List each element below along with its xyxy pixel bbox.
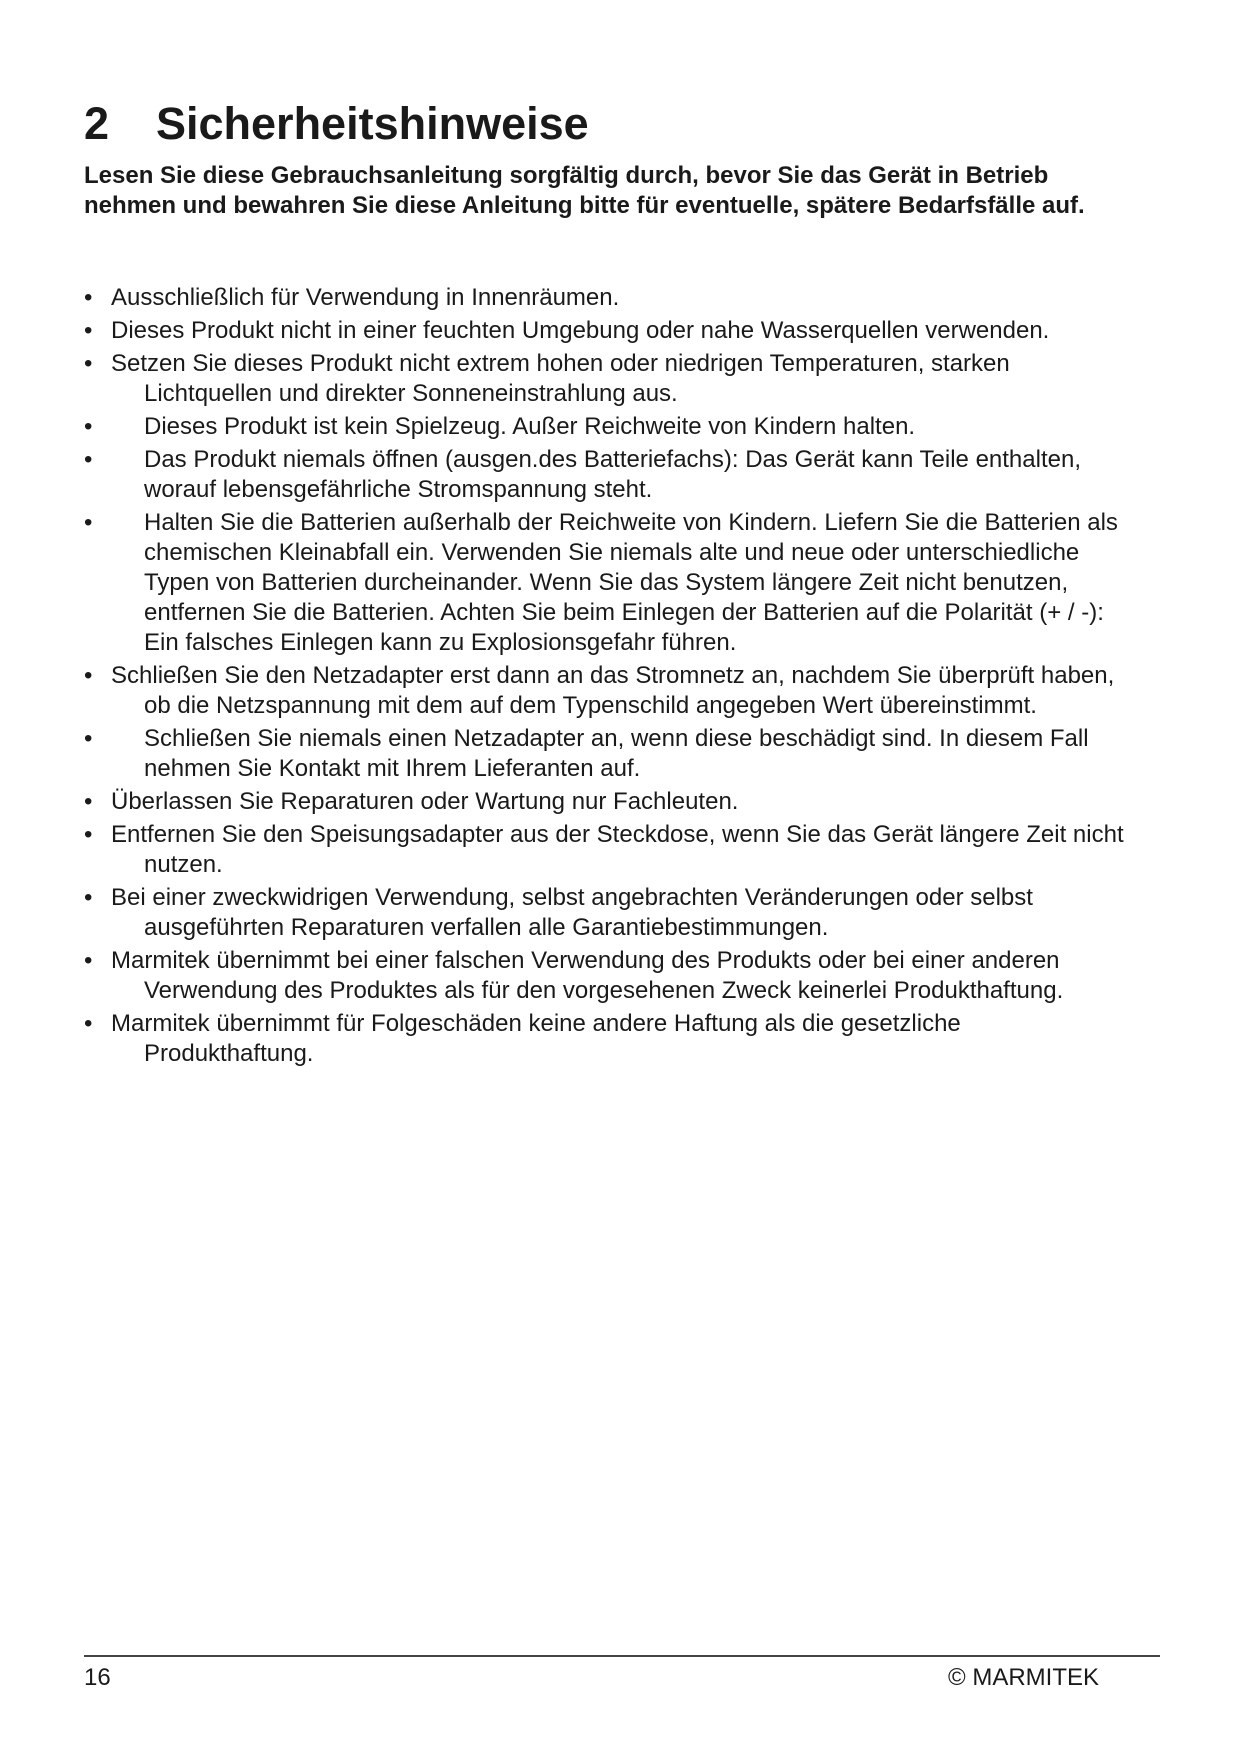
- list-item: [84, 283, 1134, 313]
- list-item-text: Entfernen Sie den Speisungsadapter aus der Steckdose, wenn Sie das Gerät längere Zeit nicht nutzen.: [111, 821, 1124, 878]
- bullet-icon: •: [84, 725, 93, 752]
- list-item-text: Überlassen Sie Reparaturen oder Wartung nur Fachleuten.: [111, 788, 739, 815]
- page-number: 16: [84, 1664, 111, 1691]
- intro-paragraph: Lesen Sie diese Gebrauchsanleitung sorgfältig durch, bevor Sie das Gerät in Betrieb nehmen und bewahren Sie diese Anleitung bitte für eventuelle, spätere Bedarfsfälle auf.: [84, 162, 1085, 219]
- bullet-icon: •: [84, 821, 93, 848]
- list-item-text: Halten Sie die Batterien außerhalb der Reichweite von Kindern. Liefern Sie die Batterien als chemischen Kleinabfall ein. Verwenden Sie niemals alte und neue oder unterschiedliche Typen von Batterien durcheinander. Wenn Sie das System längere Zeit nicht benutzen, entfernen Sie die Batterien. Achten Sie beim Einlegen der Batterien auf die Polarität (+ / -): Ein falsches Einlegen kann zu Explosionsgefahr führen.: [144, 509, 1118, 656]
- list-item-text: Marmitek übernimmt für Folgeschäden keine andere Haftung als die gesetzliche Produkthaftung.: [111, 1010, 961, 1067]
- list-item: [84, 1009, 1134, 1069]
- bullet-icon: •: [84, 662, 93, 689]
- list-item: [84, 883, 1134, 943]
- list-item: [84, 316, 1134, 346]
- list-item-text: Dieses Produkt ist kein Spielzeug. Außer Reichweite von Kindern halten.: [144, 413, 916, 440]
- footer-copyright: © MARMITEK: [948, 1664, 1100, 1691]
- list-item-text: Ausschließlich für Verwendung in Innenräumen.: [111, 284, 620, 311]
- list-item-text: Schließen Sie niemals einen Netzadapter an, wenn diese beschädigt sind. In diesem Fall nehmen Sie Kontakt mit Ihrem Lieferanten auf.: [144, 725, 1089, 782]
- bullet-icon: •: [84, 884, 93, 911]
- list-item-text: Marmitek übernimmt bei einer falschen Verwendung des Produkts oder bei einer anderen Verwendung des Produktes als für den vorgesehenen Zweck keinerlei Produkthaftung.: [111, 947, 1064, 1004]
- list-item: [84, 820, 1134, 880]
- bullet-icon: •: [84, 413, 93, 440]
- list-item: [84, 724, 1134, 784]
- list-item: [84, 349, 1134, 409]
- list-item-text: Das Produkt niemals öffnen (ausgen.des Batteriefachs): Das Gerät kann Teile enthalten, worauf lebensgefährliche Stromspannung steht.: [144, 446, 1081, 503]
- list-item-text: Dieses Produkt nicht in einer feuchten Umgebung oder nahe Wasserquellen verwenden.: [111, 317, 1050, 344]
- list-item: [84, 508, 1134, 658]
- bullet-icon: •: [84, 446, 93, 473]
- section-number: 2: [84, 98, 110, 149]
- footer-divider: [84, 1655, 1160, 1657]
- bullet-icon: •: [84, 284, 93, 311]
- bullet-icon: •: [84, 1010, 93, 1037]
- bullet-icon: •: [84, 350, 93, 377]
- bullet-icon: •: [84, 947, 93, 974]
- section-heading: [84, 96, 589, 152]
- list-item-text: Schließen Sie den Netzadapter erst dann an das Stromnetz an, nachdem Sie überprüft haben, ob die Netzspannung mit dem auf dem Typenschild angegeben Wert übereinstimmt.: [111, 662, 1115, 719]
- list-item-text: Bei einer zweckwidrigen Verwendung, selbst angebrachten Veränderungen oder selbst ausgeführten Reparaturen verfallen alle Garantiebestimmungen.: [111, 884, 1033, 941]
- section-title: Sicherheitshinweise: [156, 98, 589, 149]
- safety-list: [84, 283, 1134, 1072]
- list-item: [84, 661, 1134, 721]
- list-item: [84, 445, 1134, 505]
- bullet-icon: •: [84, 509, 93, 536]
- bullet-icon: •: [84, 317, 93, 344]
- bullet-icon: •: [84, 788, 93, 815]
- list-item: [84, 787, 1134, 817]
- list-item: [84, 946, 1134, 1006]
- list-item-text: Setzen Sie dieses Produkt nicht extrem hohen oder niedrigen Temperaturen, starken Lichtquellen und direkter Sonneneinstrahlung aus.: [111, 350, 1010, 407]
- list-item: [84, 412, 1134, 442]
